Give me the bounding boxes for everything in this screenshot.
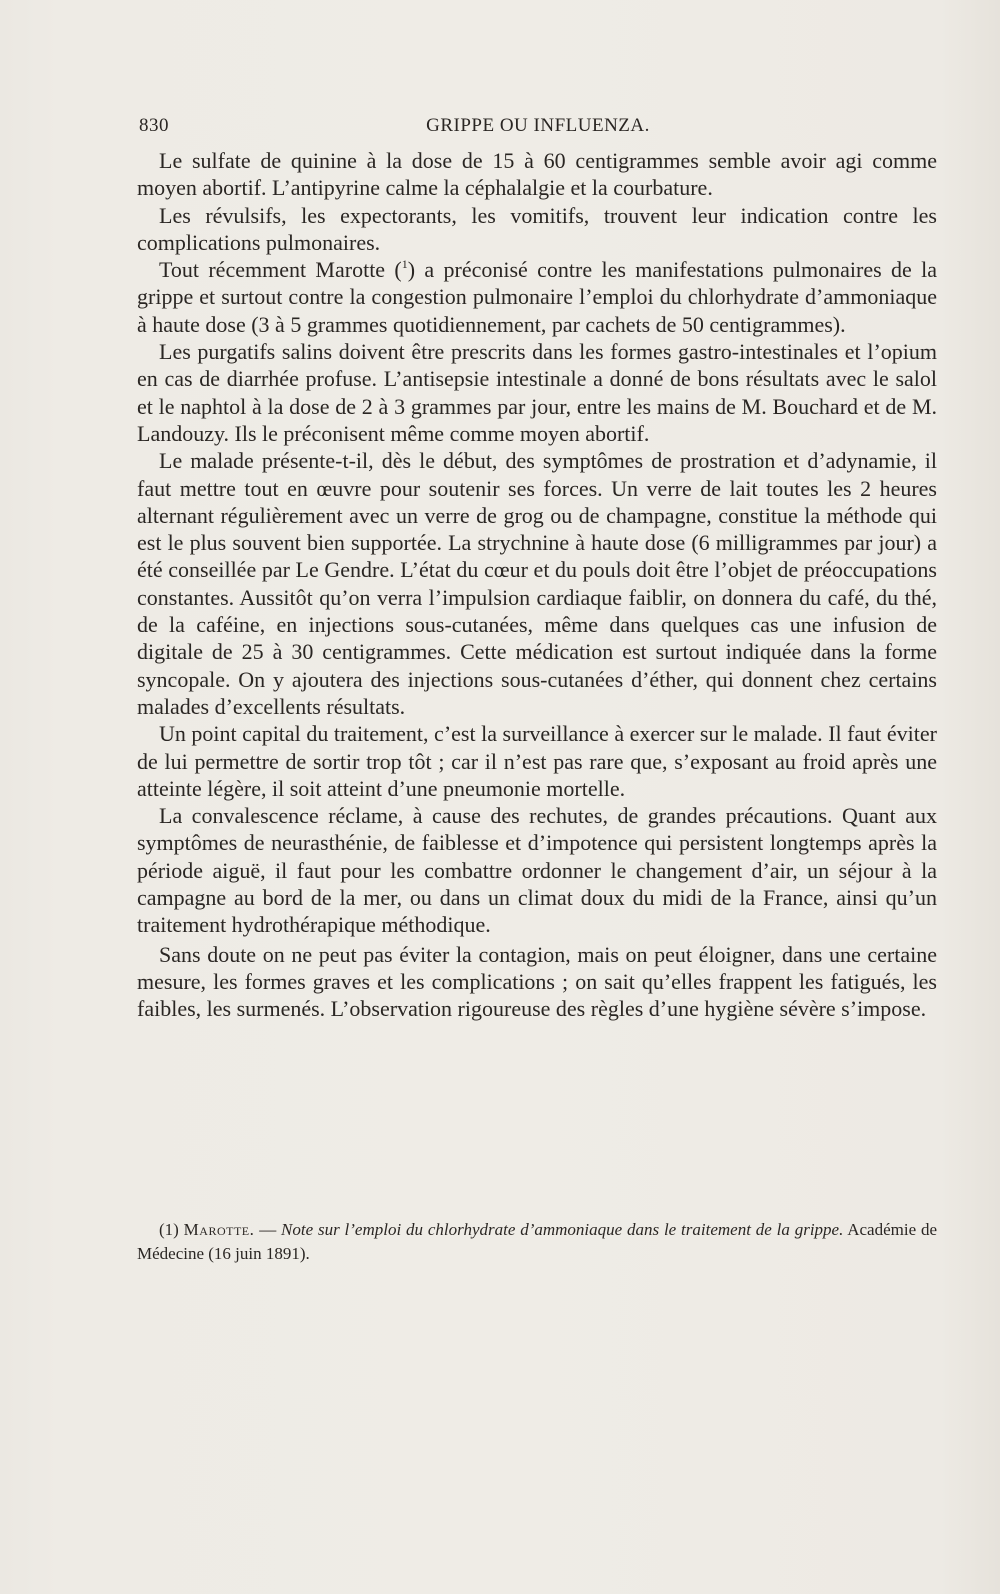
- footnote-author: Marotte.: [183, 1220, 255, 1239]
- paragraph-text: Les révulsifs, les expectorants, les vomitifs, trouvent leur indication contre les complications pulmonaires.: [137, 202, 937, 255]
- footnote-source: Académie de Médecine (16 juin 1891).: [137, 1220, 938, 1263]
- paragraph-marotte: [137, 256, 937, 338]
- page-number: 830: [139, 115, 169, 136]
- footnote-reference[interactable]: 1: [401, 257, 408, 272]
- paragraph-text: Un point capital du traitement, c’est la surveillance à exercer sur le malade. Il faut éviter de lui permettre de sortir trop tôt ; car il n’est pas rare que, s’exposant au froid après une atteinte légère, il soit atteint d’une pneumonie mortelle.: [137, 721, 937, 801]
- page-header: [139, 115, 937, 145]
- paragraph-text: Sans doute on ne peut pas éviter la contagion, mais on peut éloigner, dans une certaine mesure, les formes graves et les complications ; on sait qu’elles frappent les fatigués, les faibles, les surmenés. L’observation rigoureuse des règles d’une hygiène sévère s’impose.: [137, 941, 937, 1022]
- paragraph-text: Le malade présente-t-il, dès le début, des symptômes de prostration et d’adynamie, il faut mettre tout en œuvre pour soutenir ses forces. Un verre de lait toutes les 2 heures alternant régulièrement avec un verre de grog ou de champagne, constitue la méthode qui est le plus souvent bien supportée. La strychnine à haute dose (6 milligrammes par jour) a été conseillée par Le Gendre. L’état du cœur et du pouls doit être l’objet de préoccupations constantes. Aussitôt qu’on verra l’impulsion cardiaque faiblir, on donnera du café, du thé, de la caféine, en injections sous-cutanées, même dans quelques cas une infusion de digitale de 25 à 30 centigrammes. Cette médication est surtout indiquée dans la forme syncopale. On y ajoutera des injections sous-cutanées d’éther, qui donnent chez certains malades d’excellents résultats.: [137, 448, 937, 719]
- paragraph-text: ) a préconisé contre les manifestations pulmonaires de la grippe et surtout contre la congestion pulmonaire l’emploi du chlorhydrate d’ammoniaque à haute dose (3 à 5 grammes quotidiennement, par cachets de 50 centigrammes).: [137, 257, 937, 337]
- paragraph-purgatifs: [137, 338, 937, 447]
- paragraph-contagion: [137, 941, 937, 1023]
- paragraph-text: Le sulfate de quinine à la dose de 15 à 60 centigrammes semble avoir agi comme moyen abortif. L’antipyrine calme la céphalalgie et la courbature.: [137, 148, 937, 201]
- paragraph-convalescence: [137, 802, 937, 938]
- paragraph-text: La convalescence réclame, à cause des rechutes, de grandes précautions. Quant aux symptômes de neurasthénie, de faiblesse et d’impotence qui persistent longtemps après la période aiguë, il faut pour les combattre ordonner le changement d’air, un séjour à la campagne au bord de la mer, ou dans un climat doux du midi de la France, ainsi qu’un traitement hydrothérapique méthodique.: [137, 803, 937, 938]
- body-text: [137, 147, 937, 1023]
- footnote-separator: —: [254, 1220, 282, 1239]
- paragraph-text: Tout récemment Marotte (: [159, 257, 402, 283]
- paragraph-surveillance: [137, 720, 937, 802]
- paragraph-revulsifs: [137, 202, 937, 257]
- paragraph-quinine: [137, 147, 937, 202]
- paragraph-text: Les purgatifs salins doivent être prescrits dans les formes gastro-intestinales et l’opium en cas de diarrhée profuse. L’antisepsie intestinale a donné de bons résultats avec le salol et le naphtol à la dose de 2 à 3 grammes par jour, entre les mains de M. Bouchard et de M. Landouzy. Ils le préconisent même comme moyen abortif.: [137, 339, 937, 446]
- footnote-1: [137, 1218, 937, 1266]
- running-title: GRIPPE OU INFLUENZA.: [426, 115, 650, 136]
- footnote-marker: (1): [159, 1220, 179, 1239]
- footnote-title: Note sur l’emploi du chlorhydrate d’ammoniaque dans le traitement de la grippe.: [281, 1220, 844, 1239]
- paragraph-adynamie: [137, 447, 937, 720]
- footnotes: [137, 1218, 937, 1266]
